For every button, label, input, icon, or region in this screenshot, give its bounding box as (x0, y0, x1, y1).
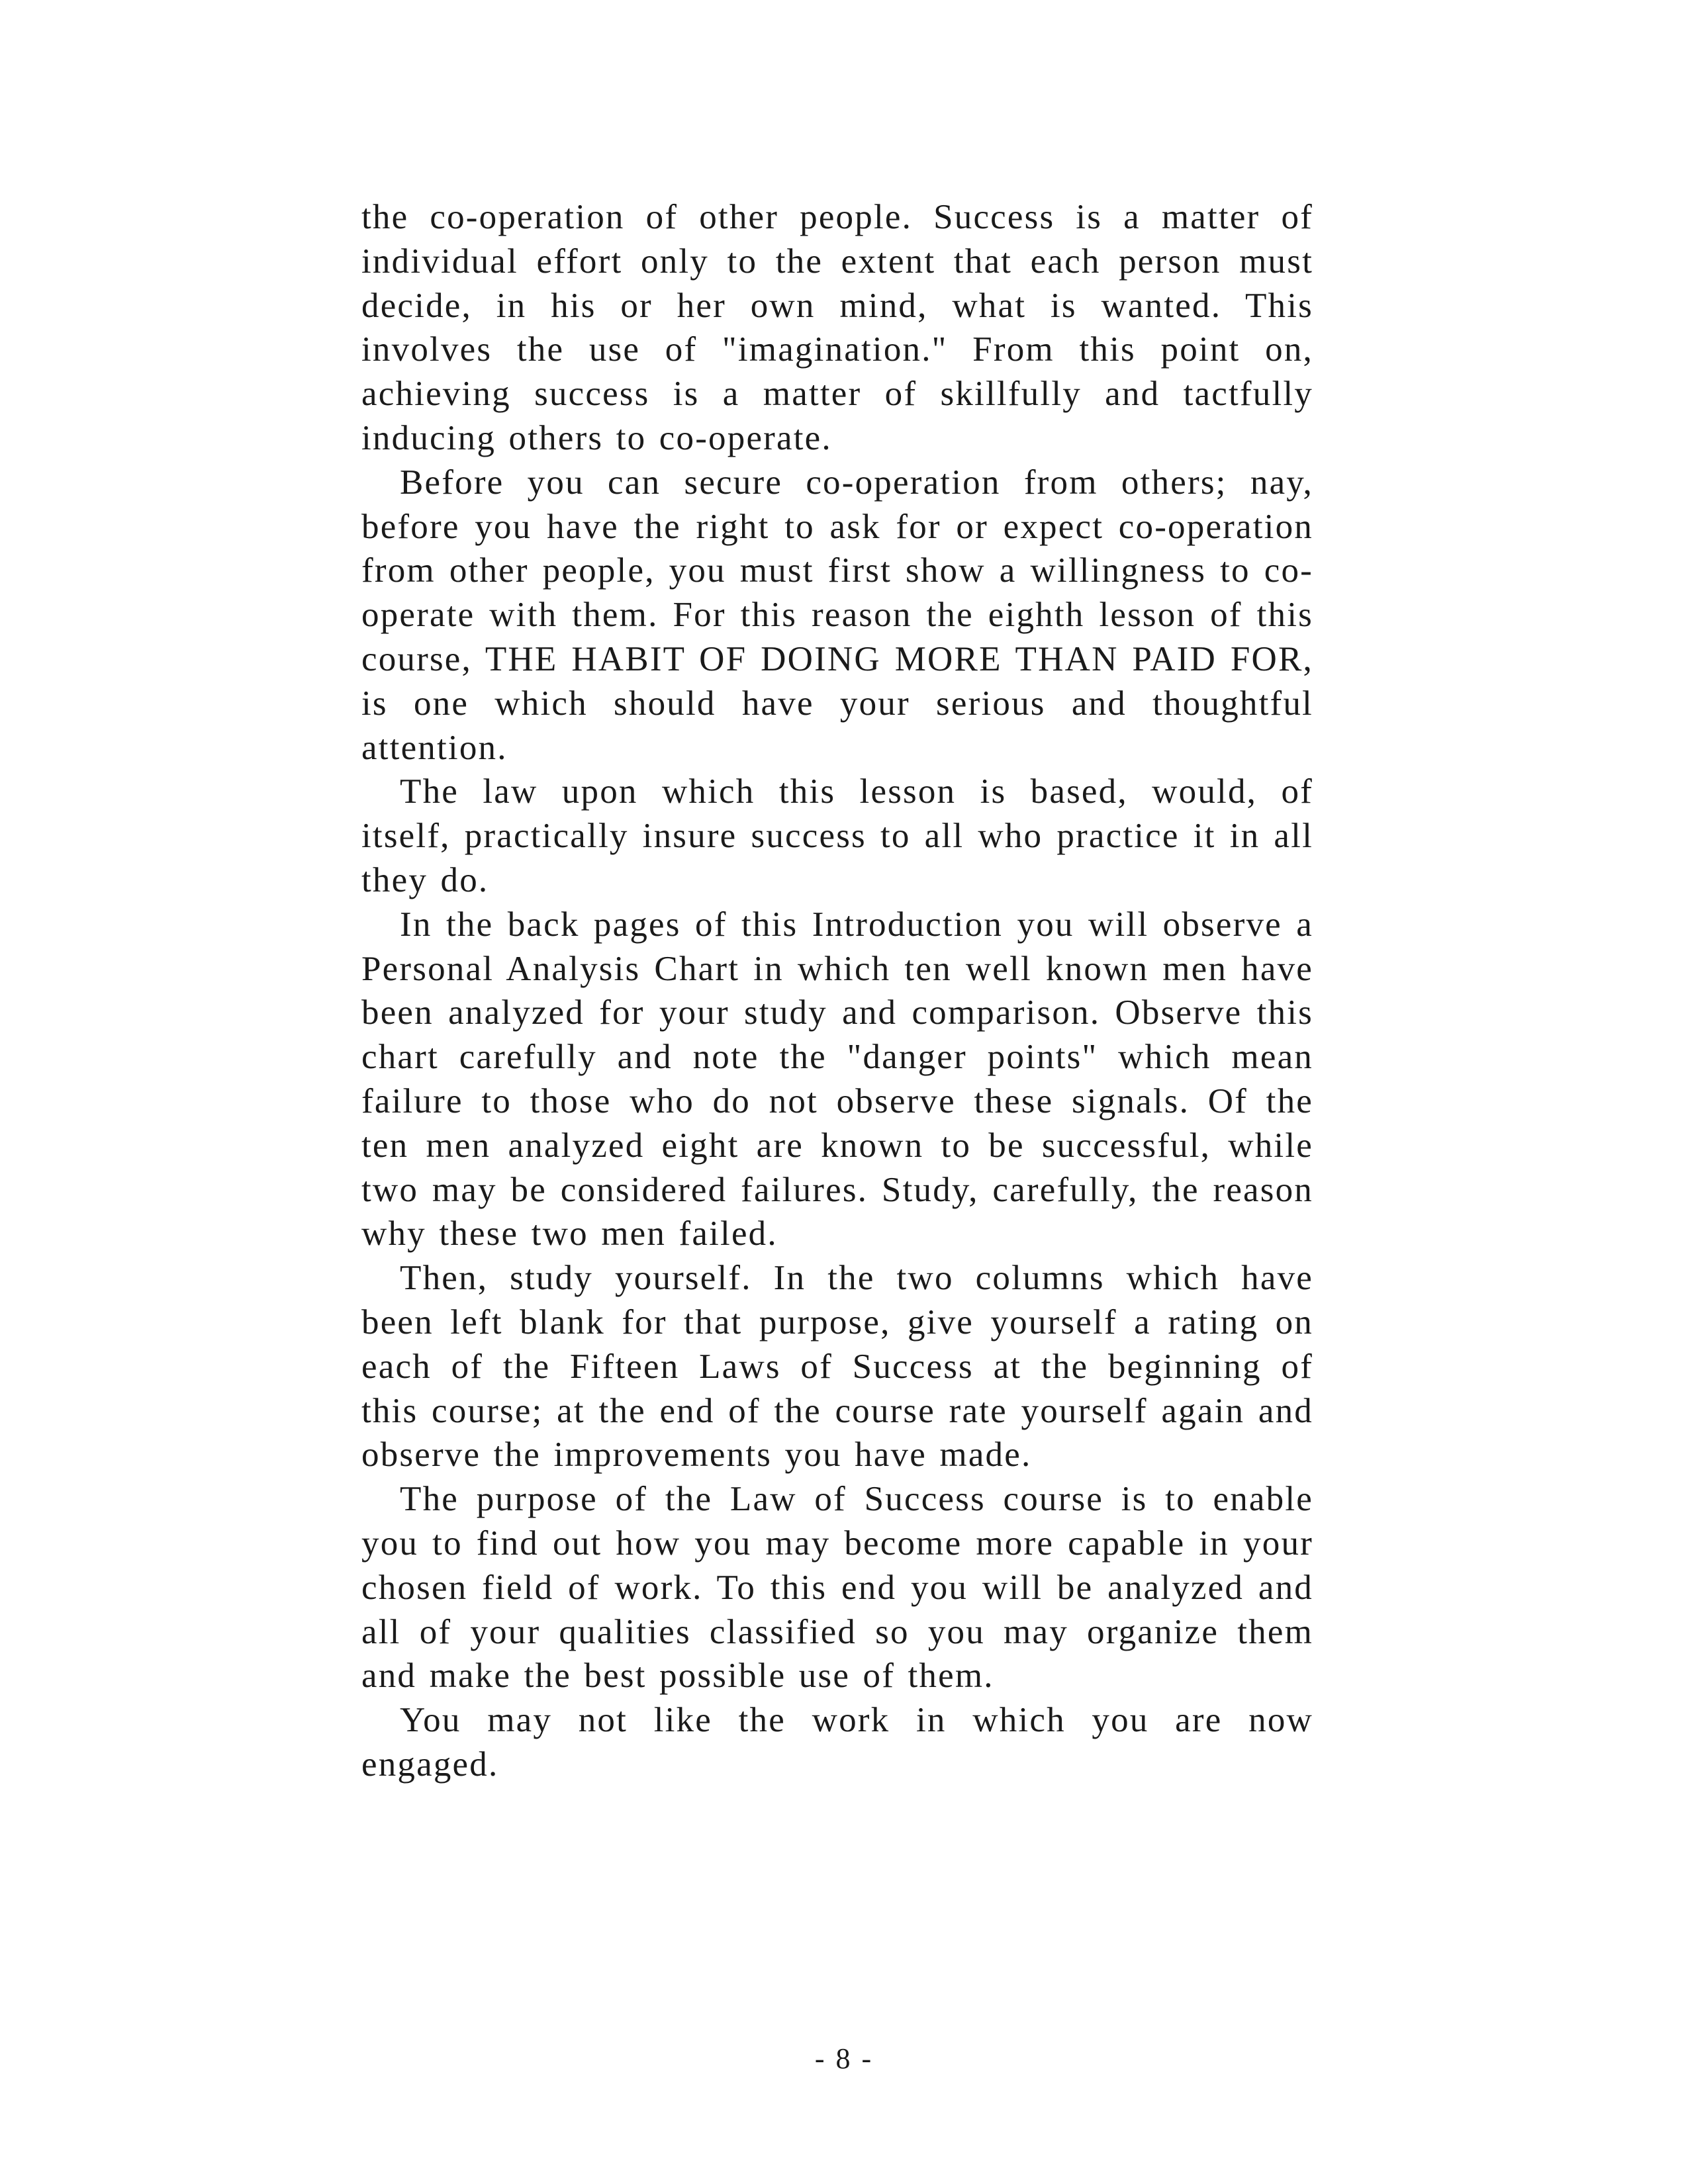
body-text (361, 195, 1313, 1787)
paragraph-7: You may not like the work in which you are now engaged. (361, 1701, 1313, 1784)
page-number: - 8 - (814, 2042, 874, 2075)
paragraph-4: In the back pages of this Introduction you will observe a Personal Analysis Chart in which ten well known men have been analyzed for your study and comparison. Observe this chart carefully and note the "danger points" which mean failure to those who do not observe these signals. Of the ten men analyzed eight are known to be successful, while two may be considered failures. Study, carefully, the reason why these two men failed. (361, 905, 1313, 1253)
paragraph-6: The purpose of the Law of Success course is to enable you to find out how you may become more capable in your chosen field of work. To this end you will be analyzed and all of your qualities classified so you may organize them and make the best possible use of them. (361, 1480, 1313, 1696)
paragraph-1: the co-operation of other people. Success is a matter of individual effort only to the extent that each person must decide, in his or her own mind, what is wanted. This involves the use of "imagination." From this point on, achieving success is a matter of skillfully and tactfully inducing others to co-operate. (361, 198, 1313, 457)
paragraph-2: Before you can secure co-operation from others; nay, before you have the right to ask for or expect co-operation from other people, you must first show a willingness to co-operate with them. For this reason the eighth lesson of this course, THE HABIT OF DOING MORE THAN PAID FOR, is one which should have your serious and thoughtful attention. (361, 463, 1313, 767)
paragraph-3: The law upon which this lesson is based, would, of itself, practically insure success to all who practice it in all they do. (361, 772, 1313, 899)
paragraph-5: Then, study yourself. In the two columns which have been left blank for that purpose, give yourself a rating on each of the Fifteen Laws of Success at the beginning of this course; at the end of the course rate yourself again and observe the improvements you have made. (361, 1259, 1313, 1475)
